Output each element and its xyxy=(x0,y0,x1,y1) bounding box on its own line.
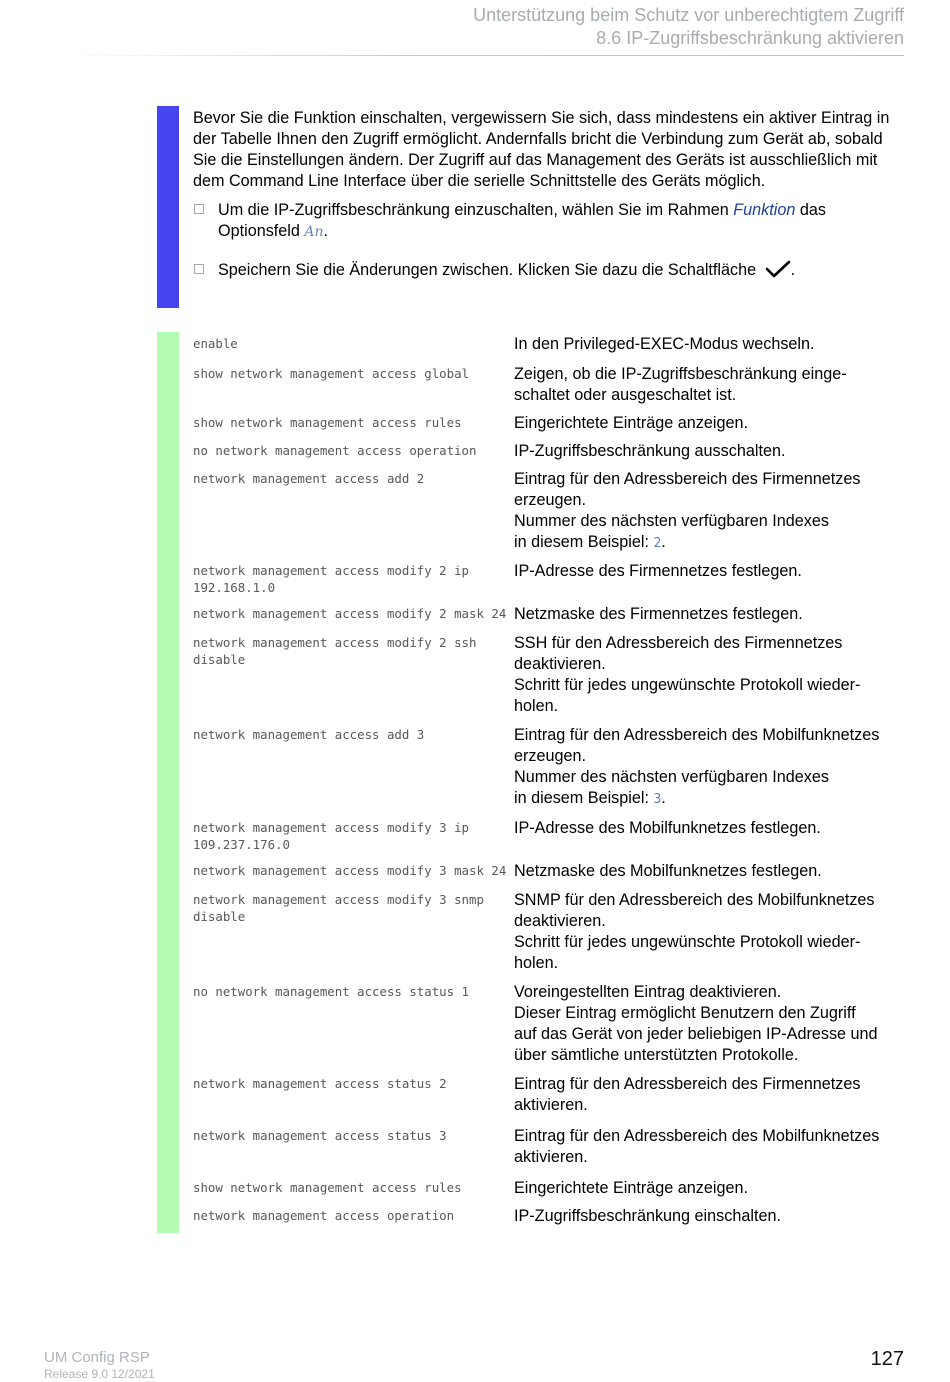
command-description xyxy=(514,604,905,625)
cli-command: show network management access rules xyxy=(193,1180,462,1195)
description-end: . xyxy=(661,789,666,807)
step1-end: . xyxy=(323,222,329,240)
description-text: IP-Zugriffsbeschränkung einschalten. xyxy=(514,1207,781,1225)
description-text: SSH für den Adressbereich des Firmennetzes deaktivieren. Schritt für jedes ungewünschte Protokoll wieder- holen. xyxy=(514,634,861,715)
footer-release: Release 9.0 12/2021 xyxy=(44,1367,155,1381)
description-text: IP-Adresse des Firmennetzes festlegen. xyxy=(514,562,802,580)
description-text: SNMP für den Adressbereich des Mobilfunknetzes deaktivieren. Schritt für jedes ungewünschte Protokoll wieder- holen. xyxy=(514,891,875,972)
command-row xyxy=(193,982,905,1066)
step1-frame-name: Funktion xyxy=(733,201,796,219)
cli-command: network management access modify 2 mask 24 xyxy=(193,606,507,621)
command-description xyxy=(514,413,905,434)
step1-middle: das Optionsfeld xyxy=(218,201,826,240)
step1-prefix: Um die IP-Zugriffsbeschränkung einzuschalten, wählen Sie im Rahmen xyxy=(218,201,729,219)
command-description xyxy=(514,725,905,810)
command-description xyxy=(514,1074,905,1116)
cli-command: network management access modify 3 snmp disable xyxy=(193,892,484,924)
command-row xyxy=(193,1178,905,1199)
command-row xyxy=(193,1206,905,1227)
example-index-value: 2 xyxy=(653,536,662,551)
cli-command: no network management access operation xyxy=(193,443,477,458)
description-end: . xyxy=(661,533,666,551)
description-text: Eintrag für den Adressbereich des Mobilfunknetzes erzeugen. Nummer des nächsten verfügbaren Indexes in diesem Beispiel: xyxy=(514,726,880,807)
command-description xyxy=(514,890,905,974)
command-description xyxy=(514,1178,905,1199)
cli-bar xyxy=(157,332,179,1233)
step-enable-restriction xyxy=(193,200,905,243)
cli-command: network management access status 3 xyxy=(193,1128,447,1143)
description-text: Eintrag für den Adressbereich des Firmennetzes aktivieren. xyxy=(514,1075,861,1114)
command-row xyxy=(193,441,905,462)
command-description xyxy=(514,818,905,853)
step2-text: Speichern Sie die Änderungen zwischen. Klicken Sie dazu die Schaltfläche xyxy=(218,261,757,279)
cli-command: network management access add 3 xyxy=(193,727,425,742)
cli-command: network management access operation xyxy=(193,1208,455,1223)
command-row xyxy=(193,861,905,882)
cli-command: network management access modify 3 ip 109.237.176.0 xyxy=(193,820,470,852)
note-text: Bevor Sie die Funktion einschalten, vergewissern Sie sich, dass mindestens ein aktiver Eintrag in der Tabelle Ihnen den Zugriff ermöglicht. Andernfalls bricht die Verbindung zum Gerät ab, sobald Sie die Einstellungen ändern. Der Zugriff auf das Management des Geräts ist ausschließlich mit dem Command Line Interface über die serielle Schnittstelle des Geräts möglich. xyxy=(193,109,890,190)
header-chapter: Unterstützung beim Schutz vor unberechtigtem Zugriff xyxy=(473,5,904,25)
description-text: Eintrag für den Adressbereich des Mobilfunknetzes aktivieren. xyxy=(514,1127,880,1166)
cli-command: network management access add 2 xyxy=(193,471,425,486)
page-header xyxy=(473,4,904,50)
description-text: IP-Adresse des Mobilfunknetzes festlegen. xyxy=(514,819,821,837)
command-description xyxy=(514,469,905,554)
cli-command: network management access modify 2 ssh disable xyxy=(193,635,477,667)
description-text: Voreingestellten Eintrag deaktivieren. Dieser Eintrag ermöglicht Benutzern den Zugriff auf das Gerät von jeder beliebigen IP-Adresse und über sämtliche unterstützten Protokolle. xyxy=(514,983,878,1064)
footer-title: UM Config RSP xyxy=(44,1349,150,1366)
cli-command: network management access modify 2 ip 192.168.1.0 xyxy=(193,563,470,595)
command-description xyxy=(514,441,905,462)
note-block xyxy=(193,108,905,281)
header-rule xyxy=(60,55,904,56)
command-description xyxy=(514,982,905,1066)
header-section: 8.6 IP-Zugriffsbeschränkung aktivieren xyxy=(596,28,904,48)
command-description xyxy=(514,364,905,406)
command-row xyxy=(193,604,905,625)
description-text: Eingerichtete Einträge anzeigen. xyxy=(514,1179,748,1197)
checkbox-square-icon xyxy=(194,264,204,274)
step-save-changes xyxy=(193,260,905,281)
command-description xyxy=(514,334,905,355)
description-text: Eintrag für den Adressbereich des Firmennetzes erzeugen. Nummer des nächsten verfügbaren Indexes in diesem Beispiel: xyxy=(514,470,861,551)
note-bar xyxy=(157,106,179,308)
command-row xyxy=(193,890,905,974)
cli-command: network management access modify 3 mask 24 xyxy=(193,863,507,878)
cli-command: enable xyxy=(193,336,238,351)
footer-doc-info xyxy=(44,1349,155,1382)
description-text: In den Privileged-EXEC-Modus wechseln. xyxy=(514,335,815,353)
checkbox-square-icon xyxy=(194,204,204,214)
example-index-value: 3 xyxy=(653,792,662,807)
command-description xyxy=(514,861,905,882)
checkmark-icon xyxy=(765,260,791,278)
cli-command: show network management access rules xyxy=(193,415,462,430)
command-description xyxy=(514,1126,905,1168)
description-text: Netzmaske des Firmennetzes festlegen. xyxy=(514,605,803,623)
command-description xyxy=(514,633,905,717)
command-row xyxy=(193,1074,905,1116)
description-text: Zeigen, ob die IP-Zugriffsbeschränkung einge- schaltet oder ausgeschaltet ist. xyxy=(514,365,847,404)
command-row xyxy=(193,334,905,355)
step1-option-value: An xyxy=(304,224,324,240)
page-number: 127 xyxy=(870,1348,904,1370)
command-row xyxy=(193,413,905,434)
cli-command: show network management access global xyxy=(193,366,470,381)
cli-command: no network management access status 1 xyxy=(193,984,470,999)
description-text: Eingerichtete Einträge anzeigen. xyxy=(514,414,748,432)
command-description xyxy=(514,561,905,596)
description-text: IP-Zugriffsbeschränkung ausschalten. xyxy=(514,442,786,460)
cli-command-table xyxy=(193,334,905,1227)
cli-command: network management access status 2 xyxy=(193,1076,447,1091)
command-row xyxy=(193,561,905,596)
command-row xyxy=(193,725,905,810)
command-row xyxy=(193,1126,905,1168)
step2-end: . xyxy=(790,261,796,279)
command-row xyxy=(193,818,905,853)
command-row xyxy=(193,364,905,406)
description-text: Netzmaske des Mobilfunknetzes festlegen. xyxy=(514,862,822,880)
command-row xyxy=(193,633,905,717)
command-row xyxy=(193,469,905,554)
command-description xyxy=(514,1206,905,1227)
